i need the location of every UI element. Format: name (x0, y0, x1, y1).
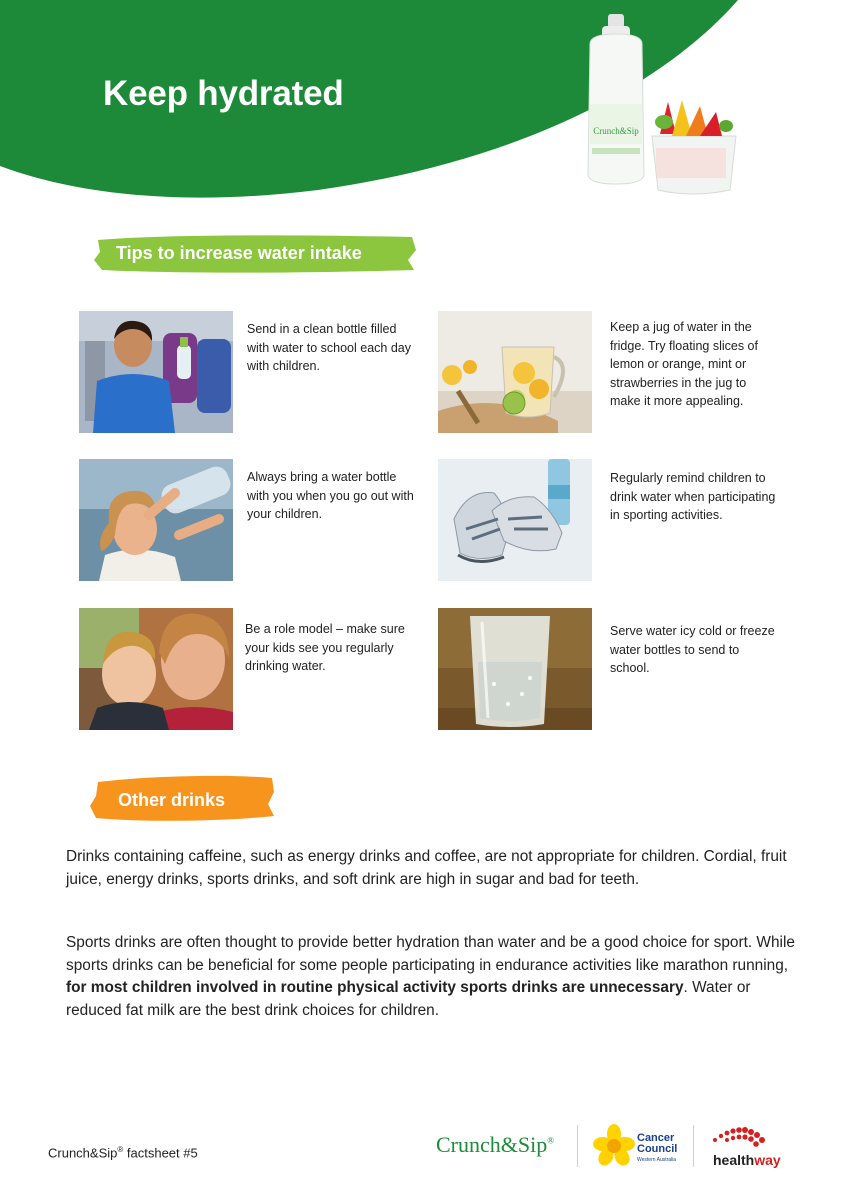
daffodil-icon (593, 1124, 635, 1168)
boy-with-water-bottle-photo (79, 311, 233, 433)
jug-with-citrus-slices-photo (438, 311, 592, 433)
hero-bottle-label: Crunch&Sip (593, 126, 639, 136)
other-drinks-paragraph-1: Drinks containing caffeine, such as energy drinks and coffee, are not appropriate for children. Cordial, fruit juice, energy drinks, sports drinks, and soft drink are high in sugar and bad for teeth. (66, 848, 787, 888)
glass-of-icy-water-photo (438, 608, 592, 730)
hero-bottle-and-snack-image (576, 8, 746, 198)
tip-text: Serve water icy cold or freeze water bottles to send to school. (610, 624, 775, 676)
tip-text: Always bring a water bottle with you when you go out with your children. (247, 470, 414, 522)
crunch-and-sip-logo-reg: ® (547, 1135, 555, 1146)
page-title: Keep hydrated (103, 74, 344, 113)
cancer-council-line-1: Cancer (637, 1132, 675, 1144)
healthway-logo-way: way (754, 1152, 781, 1168)
factsheet-brand: Crunch&Sip (48, 1145, 118, 1161)
tip-text: Keep a jug of water in the fridge. Try floating slices of lemon or orange, mint or strawberries in the jug to make it more appealing. (610, 320, 758, 409)
paragraph-2-bold: for most children involved in routine physical activity sports drinks are unnecessary (66, 979, 684, 997)
factsheet-reg-mark: ® (117, 1145, 124, 1154)
tips-heading: Tips to increase water intake (116, 243, 362, 263)
crunch-and-sip-logo (436, 1132, 554, 1158)
paragraph-2-end: . Water or reduced fat milk are the best drink choices for children. (66, 979, 751, 1019)
tip-text: Regularly remind children to drink water when participating in sporting activities. (610, 471, 776, 523)
healthway-logo-health: health (713, 1152, 755, 1168)
cancer-council-line-2: Council (637, 1143, 678, 1155)
factsheet-footer-label (48, 1145, 198, 1160)
crunch-and-sip-logo-text: Crunch&Sip (436, 1132, 548, 1157)
other-drinks-paragraph-2 (66, 932, 796, 1022)
healthway-dots-icon (709, 1124, 771, 1150)
logo-divider (693, 1125, 694, 1167)
tip-text: Be a role model – make sure your kids see you regularly drinking water. (245, 622, 405, 674)
mother-and-son-photo (79, 608, 233, 730)
girl-drinking-from-bottle-photo (79, 459, 233, 581)
sneakers-and-water-bottle-photo (438, 459, 592, 581)
paragraph-2-start: Sports drinks are often thought to provide better hydration than water and be a good choice for sport. While sports drinks can be beneficial for some people participating in endurance activities like marathon running, (66, 934, 795, 974)
factsheet-number: factsheet #5 (123, 1145, 198, 1161)
healthway-logo (713, 1152, 781, 1168)
tip-text: Send in a clean bottle filled with water to school each day with children. (247, 322, 411, 374)
logo-divider (577, 1125, 578, 1167)
cancer-council-subtitle: Western Australia (637, 1157, 677, 1163)
cancer-council-logo-text (637, 1133, 677, 1155)
other-drinks-heading: Other drinks (118, 790, 226, 810)
